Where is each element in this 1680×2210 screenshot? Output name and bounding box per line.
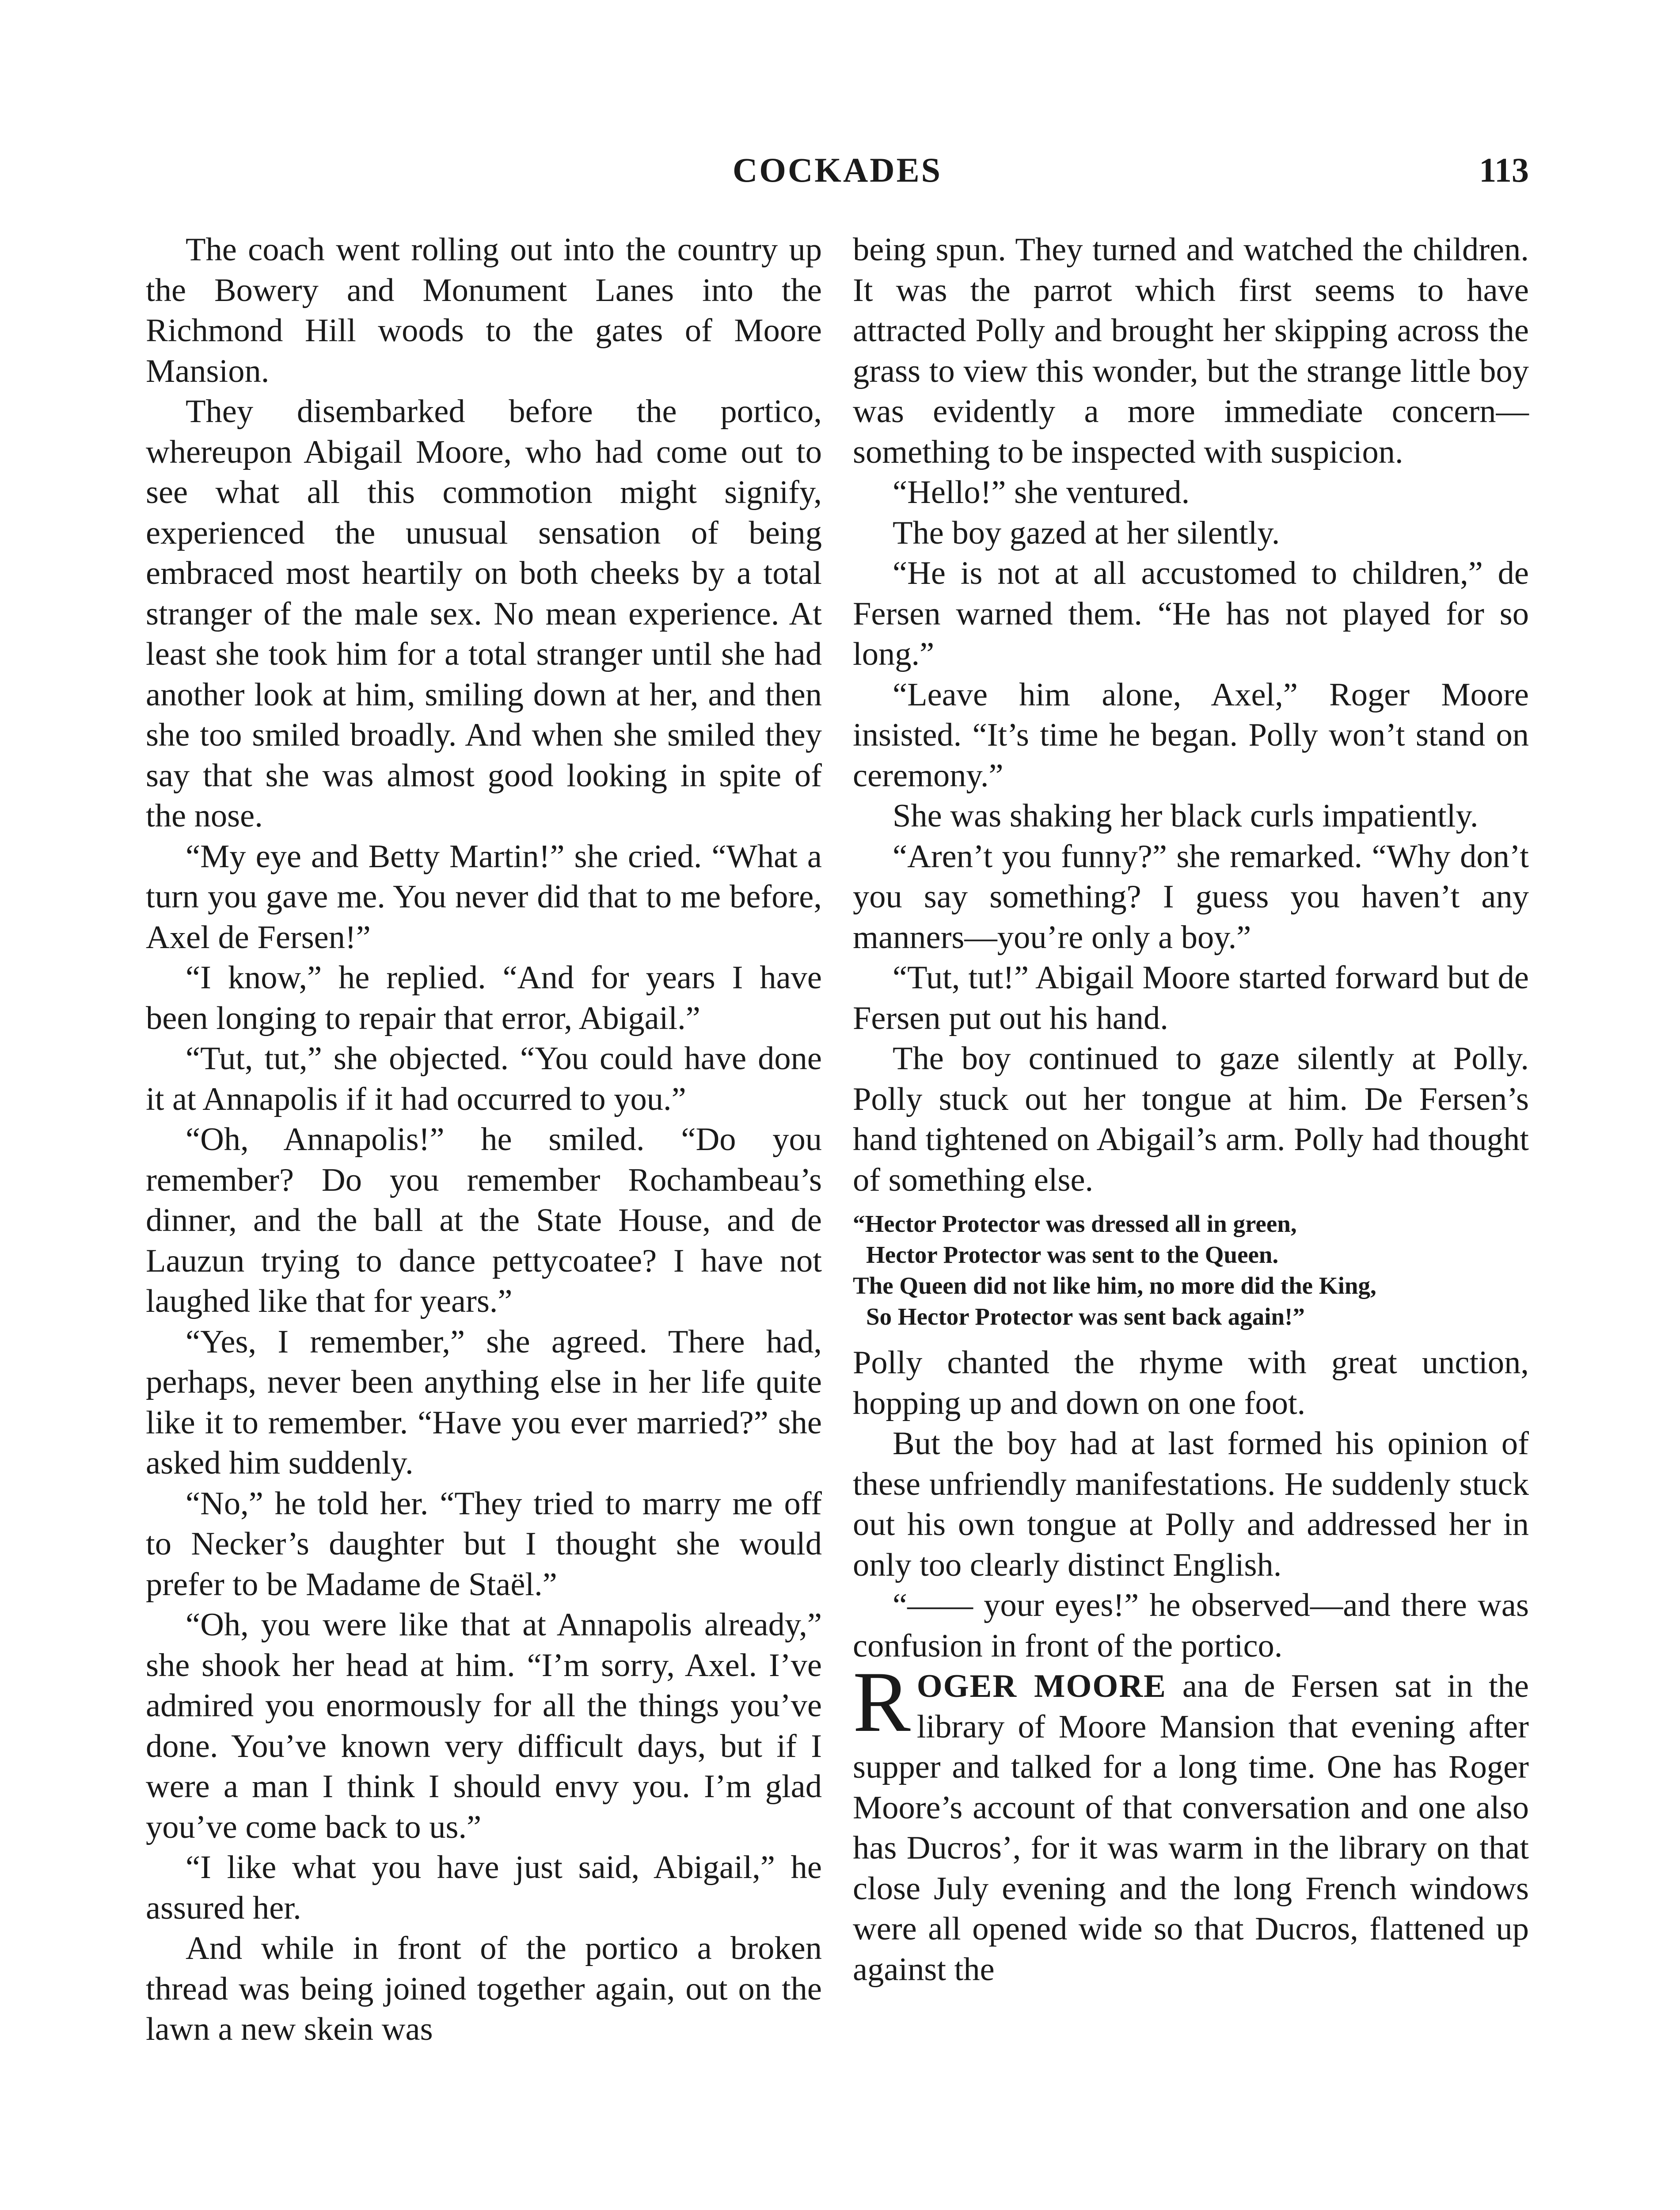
paragraph: But the boy had at last formed his opinion of these unfriendly manifestations. He suddenly stuck out his own tongue at Polly and addressed her in only too clearly distinct English. xyxy=(853,1425,1529,1583)
paragraph: “—— your eyes!” he observed—and there was confusion in front of the portico. xyxy=(853,1587,1529,1664)
verse-line: “Hector Protector was dressed all in green, xyxy=(853,1210,1297,1237)
paragraph: “Yes, I remember,” she agreed. There had, perhaps, never been anything else in her life quite like it to remember. “Have you ever married?” she asked him suddenly. xyxy=(146,1323,822,1481)
running-title: COCKADES xyxy=(732,151,943,189)
section-opening-paragraph xyxy=(853,1654,1529,1990)
paragraph: “Hello!” she ventured. xyxy=(893,474,1190,511)
paragraph: “Tut, tut,” she objected. “You could have done it at Annapolis if it had occurred to you.” xyxy=(146,1040,822,1117)
paragraph: “Aren’t you funny?” she remarked. “Why don’t you say something? I guess you haven’t any manners—you’re only a boy.” xyxy=(853,838,1529,956)
paragraph: “I know,” he replied. “And for years I have been longing to repair that error, Abigail.” xyxy=(146,960,822,1036)
paragraph: She was shaking her black curls impatiently. xyxy=(893,798,1479,834)
verse-line: The Queen did not like him, no more did the King, xyxy=(853,1272,1376,1299)
paragraph: Polly chanted the rhyme with great unction, hopping up and down on one foot. xyxy=(853,1345,1529,1421)
paragraph: “My eye and Betty Martin!” she cried. “What a turn you gave me. You never did that to me before, Axel de Fersen!” xyxy=(146,838,822,956)
section-lead-in: OGER MOORE xyxy=(916,1668,1167,1704)
left-column xyxy=(146,230,822,2210)
running-head xyxy=(146,150,1529,199)
paragraph: The boy gazed at her silently. xyxy=(893,514,1280,551)
paragraph: “No,” he told her. “They tried to marry me off to Necker’s daughter but I thought she would prefer to be Madame de Staël.” xyxy=(146,1485,822,1603)
paragraph: The boy continued to gaze silently at Polly. Polly stuck out her tongue at him. De Fersen’s hand tightened on Abigail’s arm. Polly had thought of something else. xyxy=(853,1040,1529,1198)
verse-line: So Hector Protector was sent back again!” xyxy=(866,1303,1305,1330)
paragraph: “Oh, you were like that at Annapolis already,” she shook her head at him. “I’m sorry, Axel. I’ve admired you enormously for all the things you’ve done. You’ve known very difficult days, but if I were a man I think I should envy you. I’m glad you’ve come back to us.” xyxy=(146,1607,822,1845)
paragraph: “He is not at all accustomed to children,” de Fersen warned them. “He has not played for so long.” xyxy=(853,555,1529,672)
paragraph-continued: being spun. They turned and watched the children. It was the parrot which first seems to have attracted Polly and brought her skipping across the grass to view this wonder, but the strange little boy was evidently a more immediate concern—something to be inspected with suspicion. xyxy=(853,232,1529,470)
paragraph: “Tut, tut!” Abigail Moore started forward but de Fersen put out his hand. xyxy=(853,960,1529,1036)
paragraph: The coach went rolling out into the country up the Bowery and Monument Lanes into the Richmond Hill woods to the gates of Moore Mansion. xyxy=(146,232,822,389)
nursery-rhyme-verse xyxy=(853,1208,1529,1332)
right-column xyxy=(853,230,1529,2210)
paragraph: “Leave him alone, Axel,” Roger Moore insisted. “It’s time he began. Polly won’t stand on ceremony.” xyxy=(853,676,1529,794)
drop-cap: R xyxy=(853,1654,911,1750)
paragraph: “Oh, Annapolis!” he smiled. “Do you remember? Do you remember Rochambeau’s dinner, and the ball at the State House, and de Lauzun trying to dance pettycoatee? I have not laughed like that for years.” xyxy=(146,1121,822,1319)
paragraph: “I like what you have just said, Abigail,” he assured her. xyxy=(146,1849,822,1926)
verse-line: Hector Protector was sent to the Queen. xyxy=(866,1241,1279,1268)
paragraph: They disembarked before the portico, whereupon Abigail Moore, who had come out to see what all this commotion might signify, experienced the unusual sensation of being embraced most heartily on both cheeks by a total stranger of the male sex. No mean experience. At least she took him for a total stranger until she had another look at him, smiling down at her, and then she too smiled broadly. And when she smiled they say that she was almost good looking in spite of the nose. xyxy=(146,393,822,834)
text-columns xyxy=(146,230,1529,2210)
page-number: 113 xyxy=(1479,151,1529,189)
paragraph: And while in front of the portico a broken thread was being joined together again, out on the lawn a new skein was xyxy=(146,1930,822,2047)
section-text: ana de Fersen sat in the library of Moore Mansion that evening after supper and talked for a long time. One has Roger Moore’s account of that conversation and one also has Ducros’, for it was warm in the library on that close July evening and the long French windows were all opened wide so that Ducros, flattened up against the xyxy=(853,1668,1529,1988)
